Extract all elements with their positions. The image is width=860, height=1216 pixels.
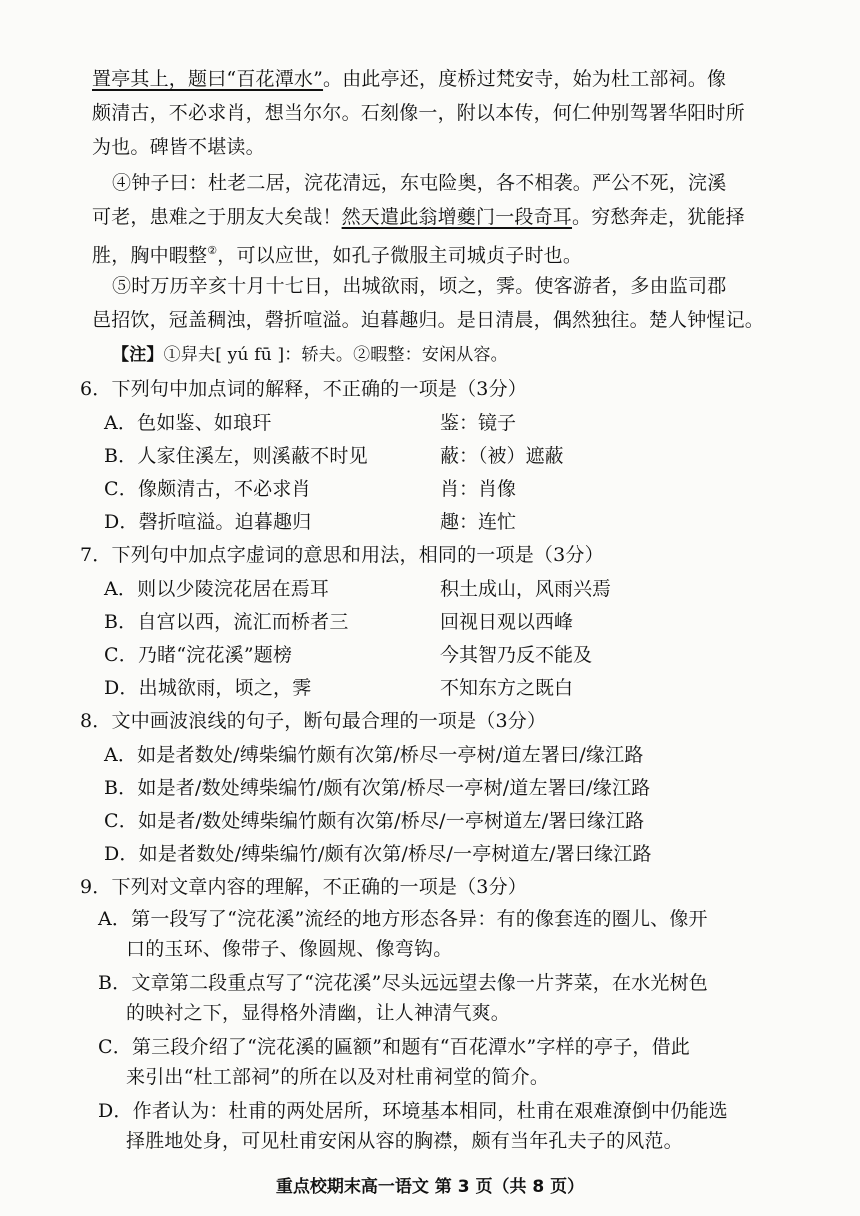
question-6-option-c-gloss: 肖：肖像 — [440, 478, 517, 500]
question-9-option-b: B．文章第二段重点写了“浣花溪”尽头远远望去像一片荠菜，在水光树色 — [98, 972, 708, 994]
question-8-option-a: A．如是者数处/缚柴编竹颇有次第/桥尽一亭树/道左署曰/缘江路 — [104, 744, 644, 766]
question-6-option-c: C．像颇清古，不必求肖 — [104, 478, 311, 500]
passage-line: ④钟子曰：杜老二居，浣花清远，东屯险奥，各不相袭。严公不死，浣溪 — [112, 172, 727, 194]
question-8-option-c: C．如是者/数处缚柴编竹颇有次第/桥尽/一亭树道左/署曰缘江路 — [104, 810, 645, 832]
passage-line: 邑招饮，冠盖稠浊，磬折喧溢。迫暮趣归。是日清晨，偶然独往。楚人钟惺记。 — [92, 309, 765, 331]
question-9-option-d: D．作者认为：杜甫的两处居所，环境基本相同，杜甫在艰难潦倒中仍能选 — [98, 1100, 728, 1122]
question-6-option-b-gloss: 蔽：（被）遮蔽 — [440, 445, 564, 467]
question-9-option-c: C．第三段介绍了“浣花溪的匾额”和题有“百花潭水”字样的亭子，借此 — [98, 1036, 690, 1058]
passage-line: 颇清古，不必求肖，想当尔尔。石刻像一，附以本传，何仁仲别驾署华阳时所 — [92, 102, 745, 124]
question-8-option-b: B．如是者/数处缚柴编竹/颇有次第/桥尽一亭树/道左署曰/缘江路 — [104, 777, 651, 799]
passage-line: 胜，胸中暇整②，可以应世，如孔子微服主司城贞子时也。 — [92, 244, 583, 267]
question-7-option-a-pair: 积土成山，风雨兴焉 — [440, 578, 612, 600]
question-6-option-a-gloss: 鉴：镜子 — [440, 412, 517, 434]
question-6-option-d: D．磬折喧溢。迫暮趣归 — [104, 511, 312, 533]
note-label: 【注】 — [112, 345, 164, 365]
question-9-option-a: A．第一段写了“浣花溪”流经的地方形态各异：有的像套连的圈儿、像开 — [98, 908, 708, 930]
passage-line: ⑤时万历辛亥十月十七日，出城欲雨，顷之，霁。使客游者，多由监司郡 — [112, 275, 727, 297]
underlined-sentence: 然天遣此翁增夔门一段奇耳 — [341, 206, 573, 228]
question-8-stem: 8．文中画波浪线的句子，断句最合理的一项是（3分） — [80, 710, 547, 732]
question-7-option-b-pair: 回视日观以西峰 — [440, 611, 574, 633]
question-6-option-b: B．人家住溪左，则溪蔽不时见 — [104, 445, 368, 467]
question-9-option-a-cont: 口的玉环、像带子、像圆规、像弯钩。 — [126, 938, 453, 960]
page-footer: 重点校期末高一语文 第 3 页（共 8 页） — [275, 1177, 585, 1197]
underlined-sentence: 置亭其上，题曰“百花潭水” — [92, 68, 324, 90]
question-8-option-d: D．如是者数处/缚柴编竹/颇有次第/桥尽/一亭树道左/署曰缘江路 — [104, 843, 652, 865]
passage-line: 可老，患难之于朋友大矣哉！然天遣此翁增夔门一段奇耳。穷愁奔走，犹能择 — [92, 206, 745, 228]
question-7-option-b: B．自宫以西，流汇而桥者三 — [104, 611, 349, 633]
question-6-option-a: A．色如鉴、如琅玕 — [104, 412, 272, 434]
question-7-option-d-pair: 不知东方之既白 — [440, 677, 574, 699]
question-7-option-a: A．则以少陵浣花居在焉耳 — [104, 578, 330, 600]
passage-line: 置亭其上，题曰“百花潭水”。由此亭还，度桥过梵安寺，始为杜工部祠。像 — [92, 68, 727, 90]
question-9-stem: 9．下列对文章内容的理解，不正确的一项是（3分） — [80, 876, 527, 898]
question-9-option-d-cont: 择胜地处身，可见杜甫安闲从容的胸襟，颇有当年孔夫子的风范。 — [126, 1130, 683, 1152]
question-6-stem: 6．下列句中加点词的解释，不正确的一项是（3分） — [80, 378, 527, 400]
question-7-option-d: D．出城欲雨，顷之，霁 — [104, 677, 312, 699]
footnote-marker: ② — [207, 244, 218, 257]
question-7-option-c-pair: 今其智乃反不能及 — [440, 644, 593, 666]
question-7-option-c: C．乃睹“浣花溪”题榜 — [104, 644, 293, 666]
question-9-option-b-cont: 的映衬之下，显得格外清幽，让人神清气爽。 — [126, 1002, 511, 1024]
note-text: ①舁夫[ yú fū ]：轿夫。②暇整：安闲从容。 — [163, 345, 508, 365]
passage-line: 为也。碑皆不堪读。 — [92, 136, 265, 158]
question-6-option-d-gloss: 趣：连忙 — [440, 511, 517, 533]
question-7-stem: 7．下列句中加点字虚词的意思和用法，相同的一项是（3分） — [80, 544, 604, 566]
question-9-option-c-cont: 来引出“杜工部祠”的所在以及对杜甫祠堂的简介。 — [126, 1066, 550, 1088]
